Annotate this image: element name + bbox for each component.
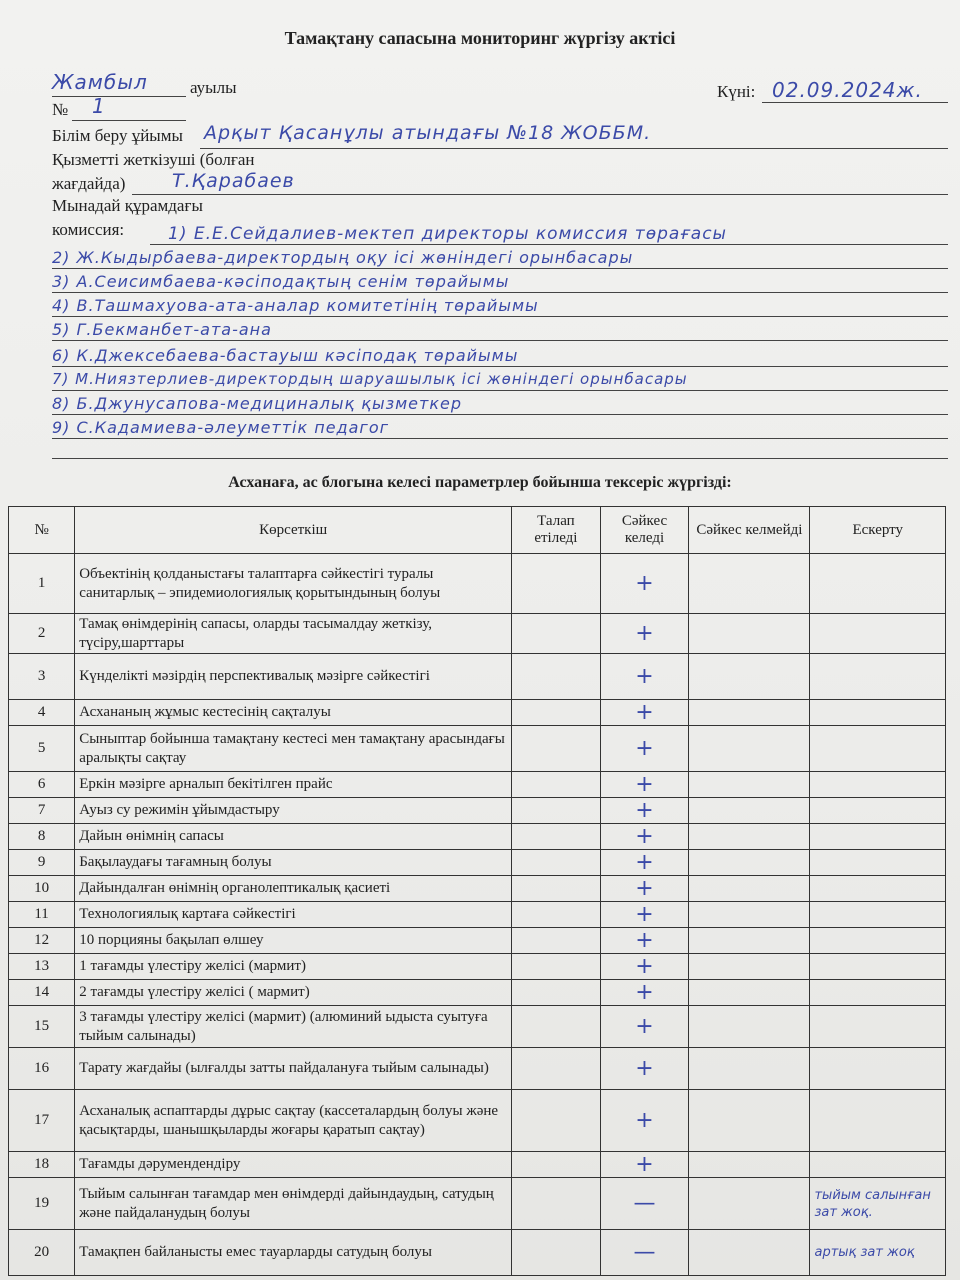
row-note: тыйым салынған зат жоқ. xyxy=(810,1178,946,1230)
row-compliant-mark: + xyxy=(600,850,689,876)
row-compliant-mark: + xyxy=(600,700,689,726)
commission-line xyxy=(52,268,948,269)
row-noncompliant xyxy=(689,876,810,902)
table-row xyxy=(9,902,946,928)
commission-label-1: Мынадай құрамдағы xyxy=(52,196,203,215)
row-number: 5 xyxy=(9,726,75,772)
row-noncompliant xyxy=(689,1152,810,1178)
row-required xyxy=(512,1178,601,1230)
row-required xyxy=(512,1152,601,1178)
commission-member: 3) А.Сеисимбаева-кәсіподақтың сенім төрайымы xyxy=(52,272,510,291)
commission-member: 1) Е.Е.Сейдалиев-мектеп директоры комиссия төрағасы xyxy=(168,224,727,244)
row-note xyxy=(810,1152,946,1178)
row-indicator: Бақылаудағы тағамның болуы xyxy=(75,850,512,876)
row-indicator: Асхананың жұмыс кестесінің сақталуы xyxy=(75,700,512,726)
village-value: Жамбыл xyxy=(52,70,148,94)
table-row xyxy=(9,824,946,850)
commission-line xyxy=(52,414,948,415)
commission-member: 9) С.Кадамиева-әлеуметтік педагог xyxy=(52,418,390,437)
col-indicator: Көрсеткіш xyxy=(75,507,512,554)
row-required xyxy=(512,614,601,654)
row-note xyxy=(810,1006,946,1048)
row-compliant-mark: + xyxy=(600,1048,689,1090)
row-note xyxy=(810,726,946,772)
row-indicator: Еркін мәзірге арналып бекітілген прайс xyxy=(75,772,512,798)
row-noncompliant xyxy=(689,1090,810,1152)
number-value: 1 xyxy=(92,94,106,118)
row-compliant-mark: — xyxy=(600,1178,689,1230)
supplier-label-2: жағдайда) xyxy=(52,174,126,193)
table-row xyxy=(9,654,946,700)
row-number: 15 xyxy=(9,1006,75,1048)
row-compliant-mark: + xyxy=(600,876,689,902)
table-row xyxy=(9,1230,946,1276)
row-note xyxy=(810,850,946,876)
row-noncompliant xyxy=(689,798,810,824)
supplier-underline xyxy=(132,194,948,195)
row-compliant-mark: + xyxy=(600,554,689,614)
row-note xyxy=(810,1048,946,1090)
row-indicator: Тамақпен байланысты емес тауарларды сатудың болуы xyxy=(75,1230,512,1276)
row-required xyxy=(512,824,601,850)
inspection-table xyxy=(8,506,946,1276)
row-number: 6 xyxy=(9,772,75,798)
row-note xyxy=(810,954,946,980)
row-indicator: Тамақ өнімдерінің сапасы, оларды тасымалдау жеткізу, түсіру,шарттары xyxy=(75,614,512,654)
commission-member: 8) Б.Джунусапова-медициналық қызметкер xyxy=(52,394,462,413)
row-compliant-mark: + xyxy=(600,772,689,798)
row-noncompliant xyxy=(689,772,810,798)
row-indicator: 1 тағамды үлестіру желісі (мармит) xyxy=(75,954,512,980)
row-number: 1 xyxy=(9,554,75,614)
row-compliant-mark: + xyxy=(600,1006,689,1048)
supplier-value: Т.Қарабаев xyxy=(172,170,295,192)
table-row xyxy=(9,1178,946,1230)
table-header-row xyxy=(9,507,946,554)
row-required xyxy=(512,798,601,824)
row-note xyxy=(810,554,946,614)
row-indicator: Ауыз су режимін ұйымдастыру xyxy=(75,798,512,824)
row-required xyxy=(512,1048,601,1090)
school-value: Арқыт Қасанұлы атындағы №18 ЖОББМ. xyxy=(204,122,652,144)
table-row xyxy=(9,1048,946,1090)
supplier-label-1: Қызметті жеткізуші (болған xyxy=(52,150,255,169)
row-required xyxy=(512,554,601,614)
village-underline xyxy=(52,96,186,97)
row-indicator: Сыныптар бойынша тамақтану кестесі мен тамақтану арасындағы аралықты сақтау xyxy=(75,726,512,772)
row-note: артық зат жоқ xyxy=(810,1230,946,1276)
row-noncompliant xyxy=(689,700,810,726)
table-row xyxy=(9,928,946,954)
row-note xyxy=(810,700,946,726)
table-row xyxy=(9,876,946,902)
row-indicator: 2 тағамды үлестіру желісі ( мармит) xyxy=(75,980,512,1006)
table-row xyxy=(9,726,946,772)
commission-member: 6) К.Джексебаева-бастауыш кәсіподақ төрайымы xyxy=(52,346,519,365)
row-noncompliant xyxy=(689,928,810,954)
row-noncompliant xyxy=(689,1230,810,1276)
row-required xyxy=(512,772,601,798)
row-number: 13 xyxy=(9,954,75,980)
row-number: 4 xyxy=(9,700,75,726)
commission-member: 7) М.Ниязтерлиев-директордың шаруашылық ісі жөніндегі орынбасары xyxy=(52,370,688,388)
col-noncompliant: Сәйкес келмейді xyxy=(689,507,810,554)
row-indicator: Тағамды дәрумендендіру xyxy=(75,1152,512,1178)
commission-line xyxy=(150,244,948,245)
row-required xyxy=(512,1090,601,1152)
row-number: 18 xyxy=(9,1152,75,1178)
row-compliant-mark: + xyxy=(600,902,689,928)
row-number: 14 xyxy=(9,980,75,1006)
row-note xyxy=(810,876,946,902)
row-noncompliant xyxy=(689,954,810,980)
row-required xyxy=(512,726,601,772)
row-number: 10 xyxy=(9,876,75,902)
row-compliant-mark: + xyxy=(600,980,689,1006)
row-compliant-mark: + xyxy=(600,614,689,654)
row-compliant-mark: — xyxy=(600,1230,689,1276)
row-note xyxy=(810,654,946,700)
row-indicator: 3 тағамды үлестіру желісі (мармит) (алюминий ыдыста суытуға тыйым салынады) xyxy=(75,1006,512,1048)
row-indicator: Асханалық аспаптарды дұрыс сақтау (кассеталардың болуы және қасықтарды, шанышқыларды жоғары қаратып сақтау) xyxy=(75,1090,512,1152)
row-compliant-mark: + xyxy=(600,726,689,772)
col-number: № xyxy=(9,507,75,554)
row-noncompliant xyxy=(689,1006,810,1048)
number-label: № xyxy=(52,100,69,119)
row-noncompliant xyxy=(689,824,810,850)
row-required xyxy=(512,954,601,980)
row-noncompliant xyxy=(689,850,810,876)
row-compliant-mark: + xyxy=(600,654,689,700)
row-compliant-mark: + xyxy=(600,824,689,850)
row-indicator: Тарату жағдайы (ылғалды затты пайдалануға тыйым салынады) xyxy=(75,1048,512,1090)
row-required xyxy=(512,902,601,928)
row-note xyxy=(810,1090,946,1152)
school-underline xyxy=(200,148,948,149)
row-required xyxy=(512,850,601,876)
row-number: 20 xyxy=(9,1230,75,1276)
row-noncompliant xyxy=(689,980,810,1006)
commission-line xyxy=(52,340,948,341)
row-required xyxy=(512,700,601,726)
row-required xyxy=(512,1230,601,1276)
row-number: 9 xyxy=(9,850,75,876)
row-note xyxy=(810,772,946,798)
date-label: Күні: xyxy=(717,82,756,101)
commission-line xyxy=(52,316,948,317)
commission-line xyxy=(52,458,948,459)
row-required xyxy=(512,1006,601,1048)
row-number: 2 xyxy=(9,614,75,654)
table-body xyxy=(9,554,946,1276)
row-note xyxy=(810,928,946,954)
commission-line xyxy=(52,292,948,293)
col-required: Талап етіледі xyxy=(512,507,601,554)
row-note xyxy=(810,902,946,928)
table-row xyxy=(9,1090,946,1152)
commission-member: 4) В.Ташмахуова-ата-аналар комитетінің төрайымы xyxy=(52,296,539,315)
table-row xyxy=(9,772,946,798)
row-required xyxy=(512,876,601,902)
inspection-subtitle: Асханаға, ас блогына келесі параметрлер бойынша тексеріс жүргізді: xyxy=(228,474,732,491)
row-compliant-mark: + xyxy=(600,798,689,824)
row-noncompliant xyxy=(689,1178,810,1230)
table-row xyxy=(9,1152,946,1178)
date-value: 02.09.2024ж. xyxy=(772,78,923,102)
row-number: 12 xyxy=(9,928,75,954)
row-indicator: Дайын өнімнің сапасы xyxy=(75,824,512,850)
row-note xyxy=(810,798,946,824)
table-row xyxy=(9,1006,946,1048)
school-label: Білім беру ұйымы xyxy=(52,126,183,145)
table-row xyxy=(9,614,946,654)
row-number: 8 xyxy=(9,824,75,850)
row-number: 19 xyxy=(9,1178,75,1230)
commission-member: 2) Ж.Кыдырбаева-директордың оқу ісі жөніндегі орынбасары xyxy=(52,248,634,267)
row-number: 17 xyxy=(9,1090,75,1152)
col-compliant: Сәйкес келеді xyxy=(600,507,689,554)
row-note xyxy=(810,614,946,654)
row-noncompliant xyxy=(689,654,810,700)
row-number: 16 xyxy=(9,1048,75,1090)
row-number: 7 xyxy=(9,798,75,824)
table-row xyxy=(9,798,946,824)
row-number: 3 xyxy=(9,654,75,700)
row-indicator: Объектінің қолданыстағы талаптарға сәйкестігі туралы санитарлық – эпидемиологиялық қорытындының болуы xyxy=(75,554,512,614)
row-indicator: Дайындалған өнімнің органолептикалық қасиеті xyxy=(75,876,512,902)
document-title: Тамақтану сапасына мониторинг жүргізу актісі xyxy=(284,28,676,48)
number-underline xyxy=(72,120,186,121)
row-required xyxy=(512,928,601,954)
row-indicator: Күнделікті мәзірдің перспективалық мәзірге сәйкестігі xyxy=(75,654,512,700)
row-indicator: Тыйым салынған тағамдар мен өнімдерді дайындаудың, сатудың және пайдаланудың болуы xyxy=(75,1178,512,1230)
row-required xyxy=(512,980,601,1006)
row-required xyxy=(512,654,601,700)
commission-line xyxy=(52,390,948,391)
row-note xyxy=(810,980,946,1006)
date-underline xyxy=(762,102,948,103)
row-compliant-mark: + xyxy=(600,928,689,954)
row-indicator: Технологиялық картаға сәйкестігі xyxy=(75,902,512,928)
table-row xyxy=(9,954,946,980)
row-noncompliant xyxy=(689,614,810,654)
table-row xyxy=(9,700,946,726)
row-compliant-mark: + xyxy=(600,954,689,980)
commission-line xyxy=(52,366,948,367)
commission-label-2: комиссия: xyxy=(52,220,125,239)
row-noncompliant xyxy=(689,1048,810,1090)
col-note: Ескерту xyxy=(810,507,946,554)
village-label: ауылы xyxy=(190,78,237,97)
row-noncompliant xyxy=(689,726,810,772)
row-compliant-mark: + xyxy=(600,1152,689,1178)
row-noncompliant xyxy=(689,902,810,928)
row-note xyxy=(810,824,946,850)
commission-member: 5) Г.Бекманбет-ата-ана xyxy=(52,320,272,339)
commission-line xyxy=(52,438,948,439)
row-indicator: 10 порцияны бақылап өлшеу xyxy=(75,928,512,954)
table-row xyxy=(9,554,946,614)
table-row xyxy=(9,850,946,876)
row-compliant-mark: + xyxy=(600,1090,689,1152)
table-row xyxy=(9,980,946,1006)
row-noncompliant xyxy=(689,554,810,614)
row-number: 11 xyxy=(9,902,75,928)
